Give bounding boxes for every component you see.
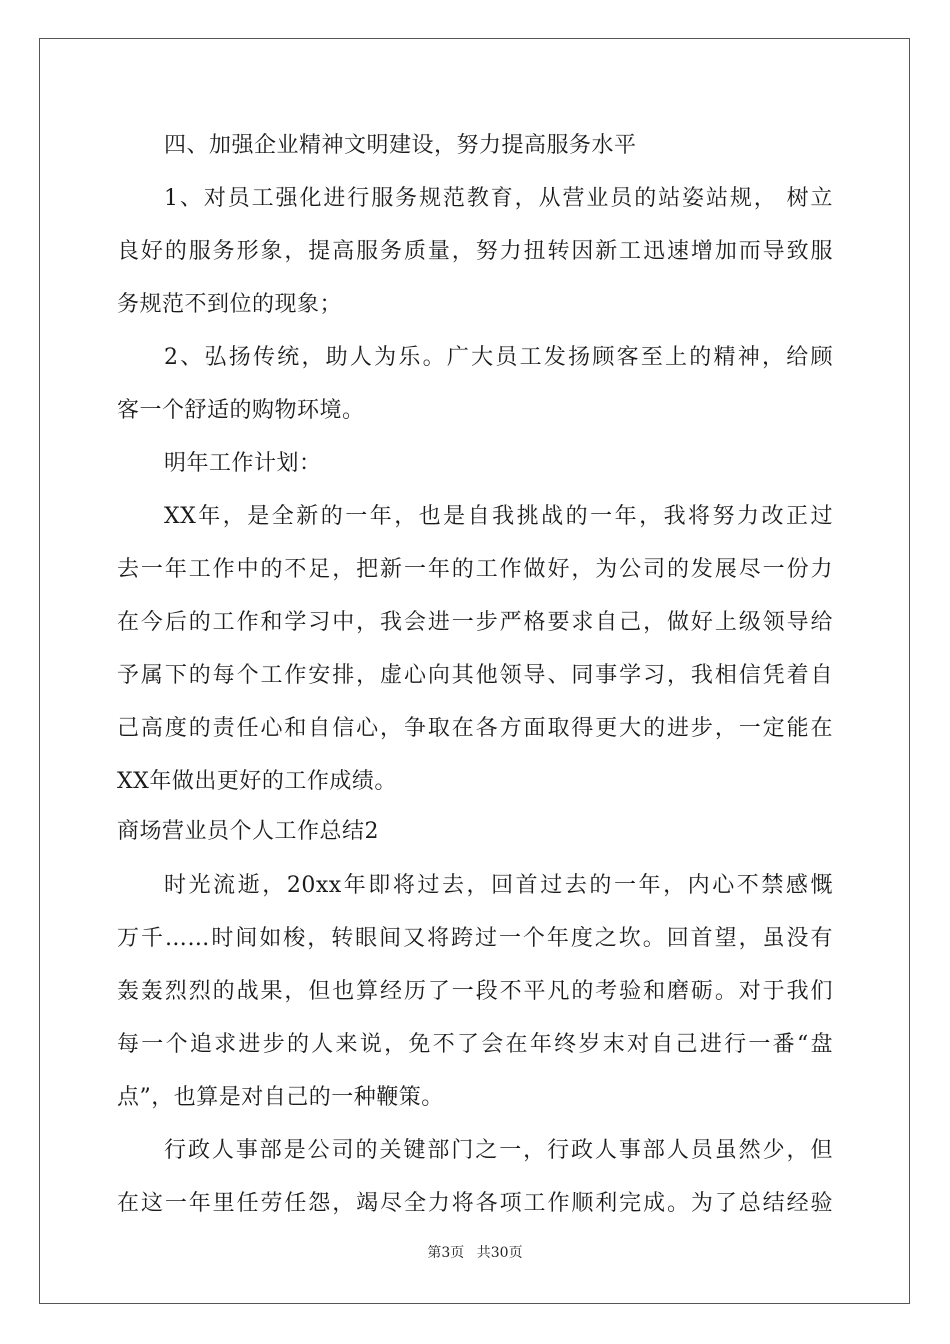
paragraph-line: 1、对员工强化进行服务规范教育，从营业员的站姿站规， 树立 (164, 186, 833, 211)
article-title: 商场营业员个人工作总结2 (117, 819, 379, 844)
paragraph-line: 2、弘扬传统，助人为乐。广大员工发扬顾客至上的精神，给顾 (164, 345, 833, 370)
section-heading-4: 四、加强企业精神文明建设，努力提高服务水平 (164, 133, 637, 158)
plan-heading: 明年工作计划： (164, 451, 322, 476)
paragraph-line: 万千……时间如梭，转眼间又将跨过一个年度之坎。回首望，虽没有 (117, 926, 833, 951)
paragraph-line: 予属下的每个工作安排，虚心向其他领导、同事学习，我相信凭着自 (117, 663, 833, 688)
paragraph-line: 己高度的责任心和自信心，争取在各方面取得更大的进步，一定能在 (117, 716, 833, 741)
paragraph-line: XX年做出更好的工作成绩。 (117, 769, 397, 794)
paragraph-line: 客一个舒适的购物环境。 (117, 398, 365, 423)
paragraph-line: 行政人事部是公司的关键部门之一，行政人事部人员虽然少，但 (164, 1138, 833, 1163)
page-number: 第3页 (427, 1245, 465, 1261)
paragraph-line: XX年，是全新的一年，也是自我挑战的一年，我将努力改正过 (164, 504, 833, 529)
paragraph-line: 务规范不到位的现象； (117, 292, 343, 317)
paragraph-line: 良好的服务形象，提高服务质量，努力扭转因新工迅速增加而导致服 (117, 239, 833, 264)
paragraph-line: 去一年工作中的不足，把新一年的工作做好，为公司的发展尽一份力 (117, 557, 833, 582)
paragraph-line: 在这一年里任劳任怨，竭尽全力将各项工作顺利完成。为了总结经验 (117, 1191, 833, 1216)
page-total: 共30页 (476, 1245, 523, 1261)
paragraph-line: 在今后的工作和学习中，我会进一步严格要求自己，做好上级领导给 (117, 610, 833, 635)
page-footer (0, 1244, 950, 1262)
paragraph-line: 轰轰烈烈的战果，但也算经历了一段不平凡的考验和磨砺。对于我们 (117, 979, 833, 1004)
paragraph-line: 每一个追求进步的人来说，免不了会在年终岁末对自己进行一番“盘 (117, 1032, 833, 1057)
paragraph-line: 时光流逝，20xx年即将过去，回首过去的一年，内心不禁感慨 (164, 873, 833, 898)
paragraph-line: 点”，也算是对自己的一种鞭策。 (117, 1085, 444, 1110)
